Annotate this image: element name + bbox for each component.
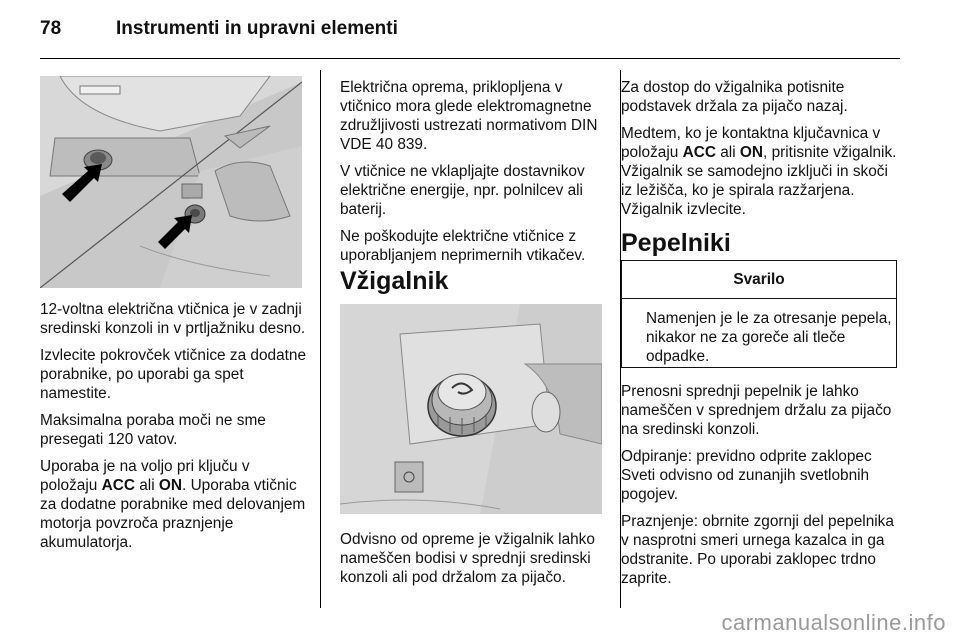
warning-box [621,260,897,368]
page-title: Instrumenti in upravni elementi [116,18,398,39]
ashtray-heading: Pepelniki [621,229,731,257]
ashtray-text-block [621,382,903,596]
column-3 [621,78,903,227]
column-divider-1 [320,70,321,608]
lighter-location-text: Odvisno od opreme je vžigalnik lahko nameščen bodisi v sprednji sredinski konzoli ali pod držalom za pijačo. [340,531,595,586]
warning-title: Svarilo [622,261,896,299]
ashtray-opening-text: Odpiranje: previdno odprite zaklopec Sveti odvisno od zunanjih svetlobnih pogojev. [621,448,872,503]
ashtray-location-text: Prenosni sprednji pepelnik je lahko nameščen v sprednjem držalu za pijačo na sredinski konzoli. [621,383,892,438]
watermark: carmanualsonline.info [721,610,946,635]
outlet-cover-text: Izvlecite pokrovček vtičnice za dodatne porabnike, po uporabi ga spet namestite. [40,347,307,402]
page-number: 78 [40,18,62,39]
no-damage-text: Ne poškodujte električne vtičnice z uporabljanjem neprimernih vtikačev. [340,228,586,264]
outlet-location-text: 12-voltna električna vtičnica je v zadnji sredinski konzoli in v prtljažniku desno. [40,301,306,337]
ashtray-emptying-text: Praznjenje: obrnite zgornji del pepelnika v nasprotni smeri urnega kazalca in ga odstranite. Po uporabi zaklopec trdno zaprite. [621,513,894,587]
lighter-heading: Vžigalnik [340,267,449,295]
header-rule [40,58,900,59]
warning-text: Namenjen je le za otresanje pepela, nikakor ne za goreče ali tleče odpadke. [646,310,892,365]
column-2 [340,78,612,273]
page-header [40,18,398,40]
outlet-power-limit-text: Maksimalna poraba moči ne sme presegati 120 vatov. [40,412,266,448]
outlet-usage-text: Uporaba je na voljo pri ključu v položaju ACC ali ON. Uporaba vtičnic za dodatne porabnike med delovanjem motorja povzroča praznjenje akumulatorja. [40,458,306,551]
cigarette-lighter-illustration [340,304,602,514]
lighter-caption [340,530,612,595]
power-outlet-illustration [40,76,302,288]
lighter-access-text: Za dostop do vžigalnika potisnite podstavek držala za pijačo nazaj. [621,79,848,115]
lighter-usage-text: Medtem, ko je kontaktna ključavnica v položaju ACC ali ON, pritisnite vžigalnik. Vžigalnik se samodejno izključi in skoči iz ležišča, ko je spirala razžarjena. Vžigalnik izvlecite. [621,125,897,218]
emc-text: Električna oprema, priklopljena v vtičnico mora glede elektromagnetne združljivosti ustrezati normativom DIN VDE 40 839. [340,79,598,153]
column-1 [40,300,310,560]
no-chargers-text: V vtičnice ne vklapljajte dostavnikov električne energije, npr. polnilcev ali baterij. [340,163,585,218]
